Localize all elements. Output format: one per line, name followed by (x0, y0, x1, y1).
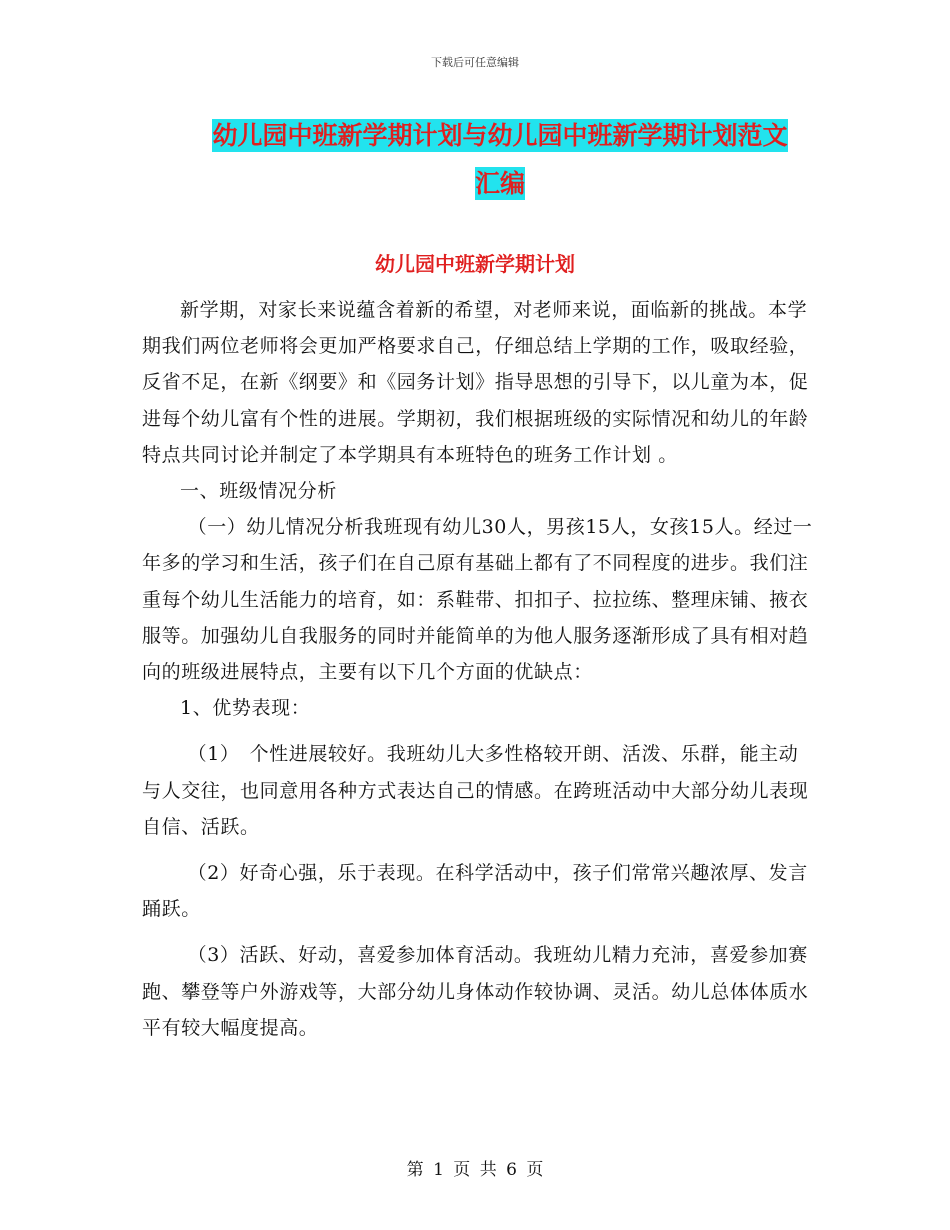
paragraph-intro: 新学期，对家长来说蕴含着新的希望，对老师来说，面临新的挑战。本学期我们两位老师将会更加严格要求自己，仔细总结上学期的工作，吸取经验，反省不足，在新《纲要》和《园务计划》指导思想的引导下，以儿童为本，促进每个幼儿富有个性的进展。学期初，我们根据班级的实际情况和幼儿的年龄特点共同讨论并制定了本学期具有本班特色的班务工作计划 。 (142, 299, 809, 466)
paragraph-advantage-3: （3）活跃、好动，喜爱参加体育活动。我班幼儿精力充沛，喜爱参加赛跑、攀登等户外游戏等，大部分幼儿身体动作较协调、灵活。幼儿总体体质水平有较大幅度提高。 (142, 944, 809, 1039)
document-title-line2: 汇编 (474, 169, 525, 198)
document-title-line1: 幼儿园中班新学期计划与幼儿园中班新学期计划范文 (212, 121, 788, 150)
header-note: 下载后可任意编辑 (431, 56, 519, 69)
paragraph-child-analysis: （一）幼儿情况分析我班现有幼儿30人，男孩15人，女孩15人。经过一年多的学习和生活，孩子们在自己原有基础上都有了不同程度的进步。我们注重每个幼儿生活能力的培育，如：系鞋带、扣扣子、拉拉练、整理床铺、掖衣服等。加强幼儿自我服务的同时并能简单的为他人服务逐渐形成了具有相对趋向的班级进展特点，主要有以下几个方面的优缺点： (142, 516, 813, 684)
paragraph-advantage-2: （2）好奇心强，乐于表现。在科学活动中，孩子们常常兴趣浓厚、发言踊跃。 (142, 862, 808, 921)
document-title (140, 112, 860, 208)
paragraph-heading-class-analysis: 一、班级情况分析 (180, 480, 337, 503)
paragraph-advantage-1: （1） 个性进展较好。我班幼儿大多性格较开朗、活泼、乐群，能主动与人交往，也同意用各种方式表达自己的情感。在跨班活动中大部分幼儿表现自信、活跃。 (142, 743, 809, 838)
body-text (142, 292, 814, 1046)
page-footer: 第 1 页 共 6 页 (406, 1160, 544, 1180)
section-title: 幼儿园中班新学期计划 (375, 252, 575, 276)
paragraph-heading-advantages: 1、优势表现： (180, 697, 311, 720)
